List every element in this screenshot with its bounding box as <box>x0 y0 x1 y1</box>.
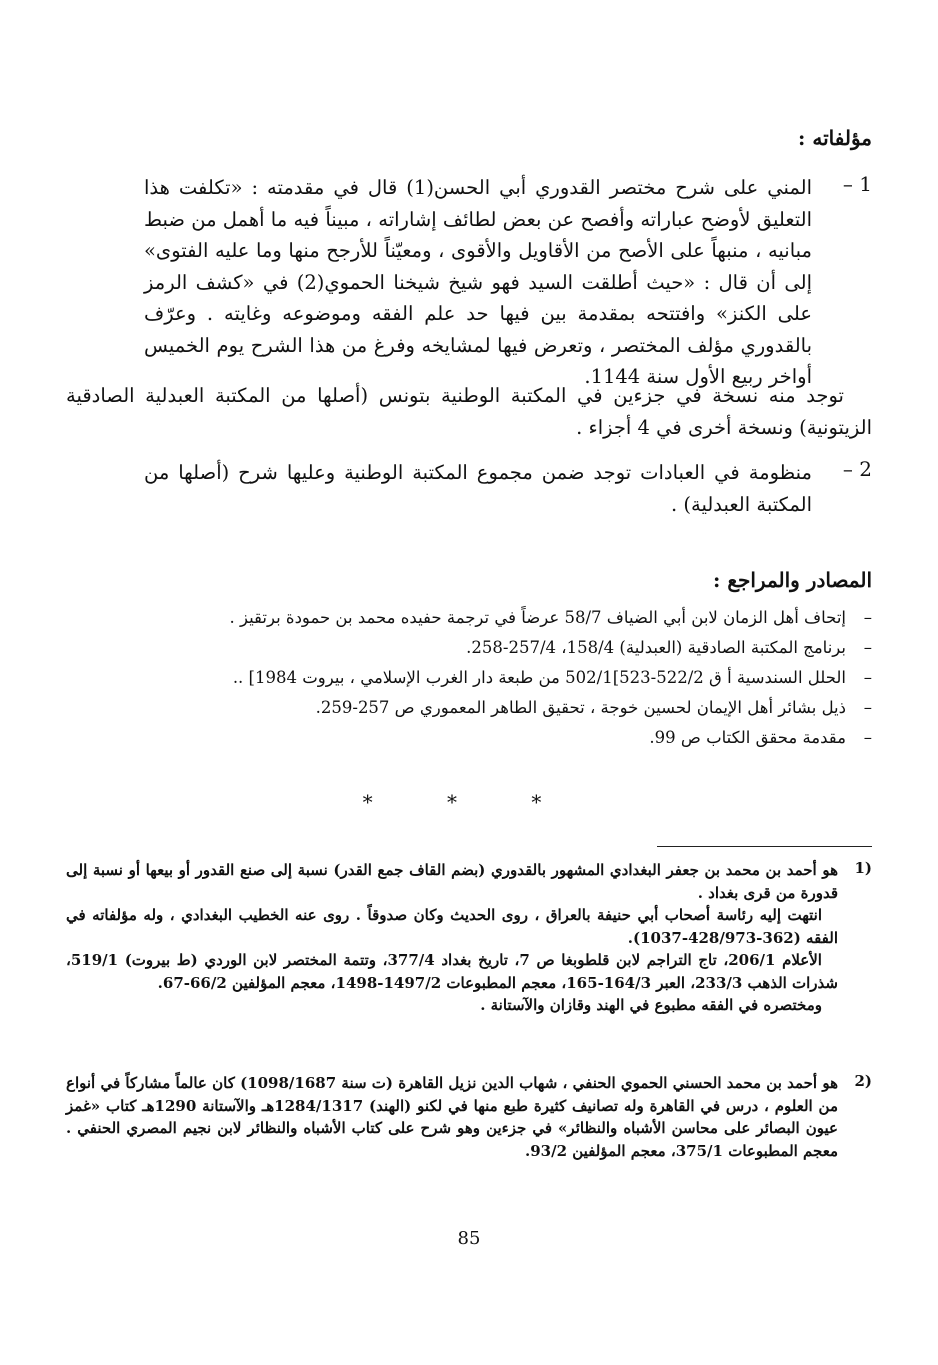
footnote-text: هو أحمد بن محمد الحسني الحموي الحنفي ، شهاب الدين نزيل القاهرة (ت سنة 1098/1687) كان عالماً مشاركاً في أنواع من العلوم ، درس في القاهرة وله تصانيف كثيرة طبع منها في لكنو (الهند) 1284/1317هـ والآستانة 1290هـ كتاب «غمز عيون البصائر على محاسن الأشباه والنظائر» في جزءين وهو شرح على كتاب الأشباه والنظائر لابن نجيم المصري الحنفي . معجم المطبوعات 375/1، معجم المؤلفين 93/2. <box>66 1074 838 1160</box>
work-item-2 <box>144 457 872 520</box>
source-text: الحلل السندسية أ ق 522/2-523]502/1 من طبعة دار الغرب الإسلامي ، بيروت 1984] .. <box>232 668 846 687</box>
source-dash: – <box>863 698 872 717</box>
source-text: ذيل بشائر أهل الإيمان لحسين خوجة ، تحقيق الطاهر المعموري ص 257-259. <box>315 698 846 717</box>
source-item <box>152 663 872 693</box>
page-number: 85 <box>457 1228 481 1249</box>
source-item <box>152 603 872 633</box>
footnote-2 <box>66 1072 872 1162</box>
source-text: برنامج المكتبة الصادقية (العبدلية) 158/4، 257/4-258. <box>466 638 846 657</box>
footnote-rule <box>657 846 872 847</box>
footnote-number: (1 <box>854 859 872 877</box>
source-text: مقدمة محقق الكتاب ص 99. <box>649 728 846 747</box>
footnote-number: (2 <box>854 1072 872 1090</box>
sources-heading: المصادر والمراجع : <box>713 568 872 592</box>
work-item-1 <box>144 172 872 393</box>
manuscript-note: توجد منه نسخة في جزءين في المكتبة الوطنية بتونس (أصلها من المكتبة العبدلية الصادقية الزيتونية) ونسخة أخرى في 4 أجزاء . <box>66 384 872 439</box>
source-item <box>152 693 872 723</box>
source-dash: – <box>863 728 872 747</box>
work-number: 1 – <box>842 172 872 196</box>
footnote-text: انتهت إليه رئاسة أصحاب أبي حنيفة بالعراق ، روى الحديث وكان صدوقاً . روى عنه الخطيب البغدادي ، وله مؤلفاته في الفقه (362-428/973-1037). <box>66 906 838 947</box>
source-item <box>152 633 872 663</box>
footnote-text: ومختصره في الفقه مطبوع في الهند وقازان والآستانة . <box>480 996 822 1014</box>
sources-list <box>152 603 872 753</box>
source-item <box>152 723 872 753</box>
source-text: إتحاف أهل الزمان لابن أبي الضياف 58/7 عرضاً في ترجمة حفيده محمد بن حمودة برتقيز . <box>229 608 846 627</box>
source-dash: – <box>863 608 872 627</box>
source-dash: – <box>863 638 872 657</box>
footnote-1 <box>66 859 872 1017</box>
source-dash: – <box>863 668 872 687</box>
work-description: المني على شرح مختصر القدوري أبي الحسن(1) قال في مقدمته : «تكلفت هذا التعليق لأوضح عباراته وأفصح عن بعض لطائف إشاراته ، مبيناً فيه ما أهمل من ضبط مبانيه ، منبهاً على الأصح من الأقاويل والأقوى ، ومعيّناً للأرجح منها وما عليه الفتوى» إلى أن قال : «حيث أطلقت السيد فهو شيخ شيخنا الحموي(2) في «كشف الرمز على الكنز» وافتتحه بمقدمة بين فيها حد علم الفقه وموضوعه وغايته . وعرّف بالقدوري مؤلف المختصر ، وتعرض فيها لمشايخه وفرغ من هذا الشرح يوم الخميس أواخر ربيع الأول سنة 1144. <box>144 176 812 388</box>
work-description: منظومة في العبادات توجد ضمن مجموع المكتبة الوطنية وعليها شرح (أصلها من المكتبة العبدلية) . <box>144 461 812 516</box>
section-separator: * * * <box>362 790 576 814</box>
work-number: 2 – <box>842 457 872 481</box>
works-heading: مؤلفاته : <box>798 126 872 150</box>
footnote-text: الأعلام 206/1، تاج التراجم لابن قلطوبغا ص 7، تاريخ بغداد 377/4، وتتمة المختصر لابن الوردي (ط بيروت) 519/1، شذرات الذهب 233/3، العبر 164/3-165، معجم المطبوعات 1497/2-1498، معجم المؤلفين 66/2-67. <box>66 951 838 992</box>
footnote-text: هو أحمد بن محمد بن جعفر البغدادي المشهور بالقدوري (بضم القاف جمع القدر) نسبة إلى صنع القدور أو بيعها أو نسبة إلى قدورة من قرى بغداد . <box>66 861 838 902</box>
